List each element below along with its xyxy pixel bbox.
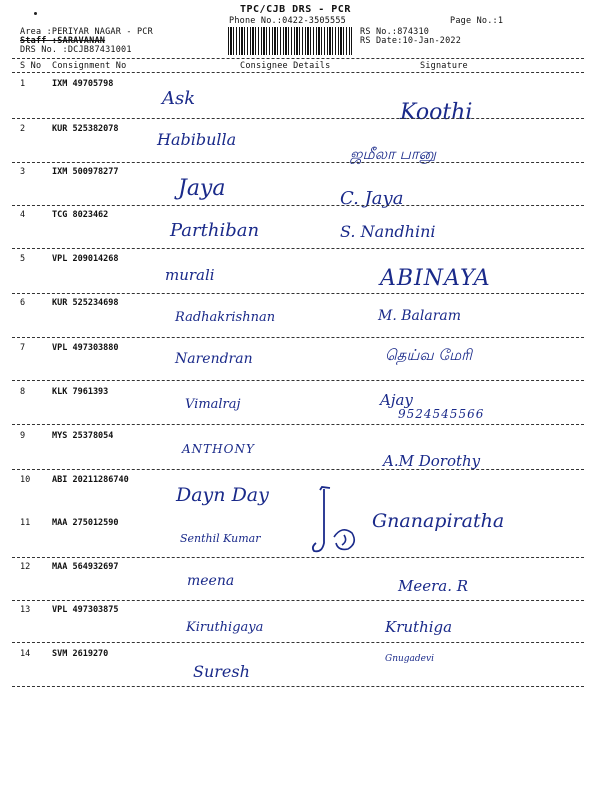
row-sno: 11 (20, 518, 31, 528)
col-header-consignee: Consignee Details (240, 61, 331, 71)
row-consignment: MAA 275012590 (52, 518, 119, 528)
row-divider (12, 642, 584, 643)
row-sno: 7 (20, 343, 26, 353)
phone-number: Phone No.:0422-3505555 (229, 16, 346, 26)
signature-handwritten: Koothi (400, 100, 473, 125)
row-sno: 3 (20, 167, 26, 177)
row-sno: 1 (20, 79, 26, 89)
page-number: Page No.:1 (450, 16, 504, 26)
row-consignment: KLK 7961393 (52, 387, 109, 397)
row-divider (12, 205, 584, 206)
col-header-sno: S No (20, 61, 42, 71)
signature-handwritten: Ajay (380, 391, 413, 409)
row-consignment: ABI 20211286740 (52, 475, 129, 485)
row-sno: 12 (20, 562, 31, 572)
rs-date: RS Date:10-Jan-2022 (360, 36, 462, 46)
row-sno: 14 (20, 649, 31, 659)
row-consignment: KUR 525382078 (52, 124, 119, 134)
consignee-handwritten: Parthiban (170, 220, 260, 241)
row-sno: 10 (20, 475, 31, 485)
row-consignment: SVM 2619270 (52, 649, 109, 659)
row-sno: 9 (20, 431, 26, 441)
row-consignment: MYS 25378054 (52, 431, 114, 441)
area-label: Area :PERIYAR NAGAR - PCR (20, 27, 153, 37)
consignee-handwritten: meena (187, 573, 235, 589)
row-consignment: IXM 500978277 (52, 167, 119, 177)
consignee-handwritten: Vimalraj (185, 397, 241, 412)
signature-handwritten: C. Jaya (340, 188, 404, 209)
signature-handwritten: ஜமீலா பானு (350, 145, 437, 163)
row-sno: 2 (20, 124, 26, 134)
row-divider (12, 686, 584, 687)
signature-handwritten: Gnanapiratha (372, 510, 505, 532)
col-header-consignment: Consignment No (52, 61, 127, 71)
row-divider (12, 557, 584, 558)
signature-handwritten: ABINAYA (380, 266, 491, 291)
staff-label: Staff :SARAVANAN (20, 36, 106, 46)
signature-handwritten: Kruthiga (385, 618, 453, 636)
row-divider (12, 337, 584, 338)
consignee-handwritten: Kiruthigaya (186, 620, 264, 635)
signature-handwritten: Gnugadevi (385, 654, 434, 664)
row-consignment: IXM 49705798 (52, 79, 114, 89)
header-divider-bottom (12, 72, 584, 73)
consignee-handwritten: ANTHONY (182, 442, 255, 456)
report-title: TPC/CJB DRS - PCR (240, 4, 351, 15)
row-sno: 8 (20, 387, 26, 397)
consignee-handwritten: Radhakrishnan (175, 310, 276, 325)
barcode-image (228, 27, 352, 55)
row-consignment: VPL 497303875 (52, 605, 119, 615)
consignee-handwritten: Jaya (178, 176, 226, 201)
row-divider (12, 424, 584, 425)
signature-handwritten: தெய்வ மேரி (385, 346, 472, 364)
row-sno: 6 (20, 298, 26, 308)
signature-handwritten: A.M Dorothy (383, 452, 481, 470)
scribble-signature (308, 485, 368, 560)
consignee-handwritten: Suresh (193, 662, 250, 681)
row-consignment: TCG 8023462 (52, 210, 109, 220)
scan-speck (34, 12, 37, 15)
row-divider (12, 248, 584, 249)
phone-handwritten: 9524545566 (398, 407, 485, 421)
consignee-handwritten: Ask (162, 88, 196, 109)
drs-number: DRS No. :DCJB87431001 (20, 45, 132, 55)
signature-handwritten: S. Nandhini (340, 222, 436, 241)
consignee-handwritten: Narendran (175, 351, 253, 367)
signature-handwritten: Meera. R (398, 577, 469, 595)
row-sno: 13 (20, 605, 31, 615)
row-divider (12, 600, 584, 601)
row-divider (12, 118, 584, 119)
row-divider (12, 162, 584, 163)
consignee-handwritten: Habibulla (157, 130, 237, 149)
row-divider (12, 469, 584, 470)
row-divider (12, 293, 584, 294)
col-header-signature: Signature (420, 61, 468, 71)
row-divider (12, 380, 584, 381)
row-consignment: KUR 525234698 (52, 298, 119, 308)
consignee-handwritten: Dayn Day (176, 484, 269, 506)
header-divider-top (12, 58, 584, 59)
row-sno: 4 (20, 210, 26, 220)
consignee-handwritten: Senthil Kumar (180, 532, 261, 545)
row-consignment: VPL 209014268 (52, 254, 119, 264)
consignee-handwritten: murali (165, 266, 215, 284)
row-sno: 5 (20, 254, 26, 264)
row-consignment: VPL 497303880 (52, 343, 119, 353)
row-consignment: MAA 564932697 (52, 562, 119, 572)
signature-handwritten: M. Balaram (378, 308, 462, 324)
rs-number: RS No.:874310 (360, 27, 430, 37)
